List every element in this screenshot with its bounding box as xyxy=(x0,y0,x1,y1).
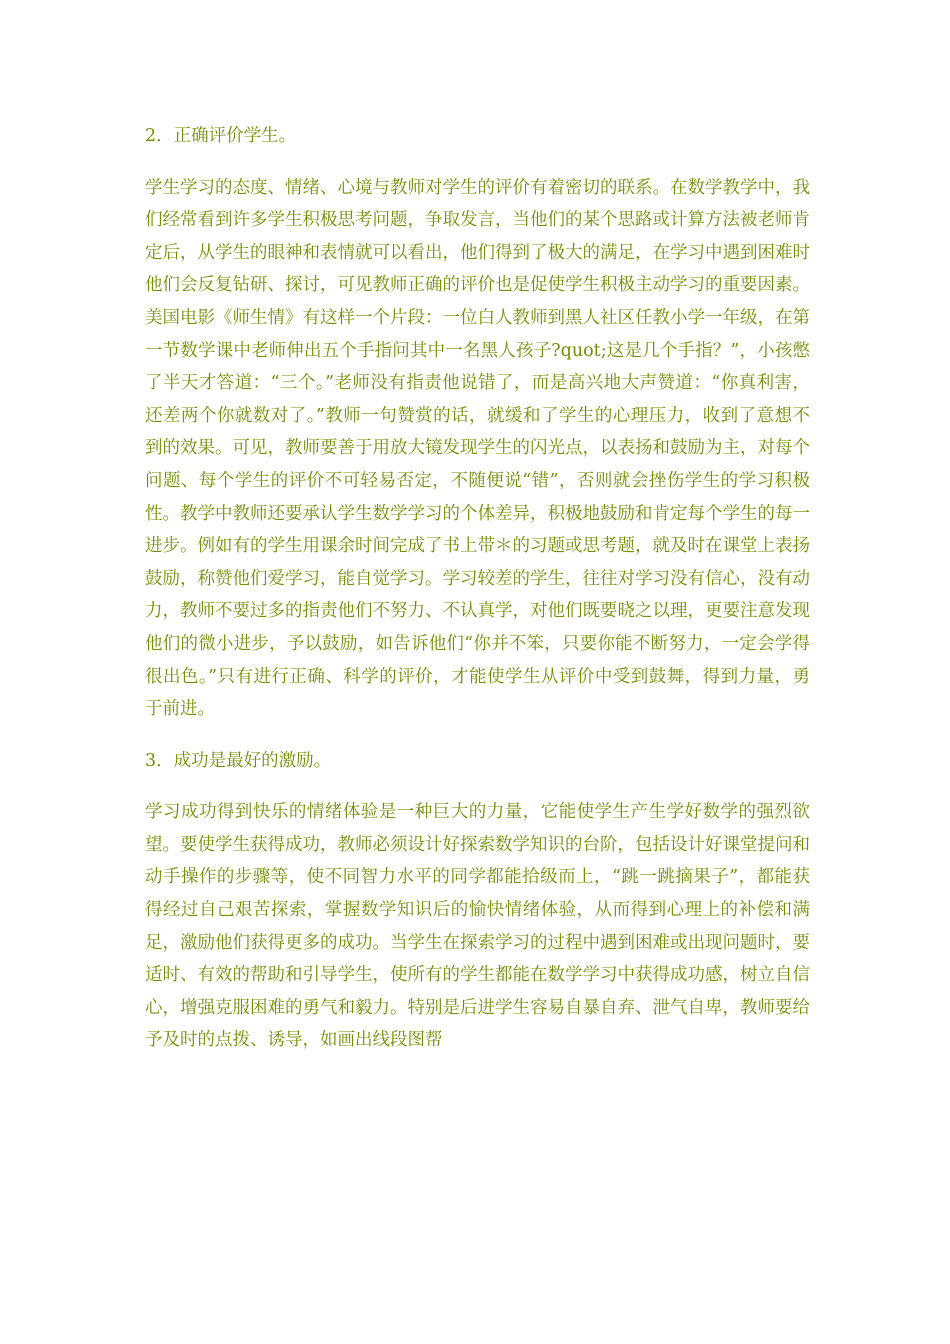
section-heading-3: 3．成功是最好的激励。 xyxy=(145,750,332,771)
section-paragraph-3: 学习成功得到快乐的情绪体验是一种巨大的力量，它能使学生产生学好数学的强烈欲望。要使学生获得成功，教师必须设计好探索数学知识的台阶，包括设计好课堂提问和动手操作的步骤等，使不同智力水平的同学都能拾级而上，“跳一跳摘果子”，都能获得经过自己艰苦探索，掌握数学知识后的愉快情绪体验，从而得到心理上的补偿和满足，激励他们获得更多的成功。当学生在探索学习的过程中遇到困难或出现问题时，要适时、有效的帮助和引导学生，使所有的学生都能在数学学习中获得成功感，树立自信心，增强克服困难的勇气和毅力。特别是后进学生容易自暴自弃、泄气自卑，教师要给予及时的点拨、诱导，如画出线段图帮 xyxy=(145,802,810,1051)
document-page xyxy=(145,120,810,1057)
section-heading-2: 2．正确评价学生。 xyxy=(145,126,297,146)
section-paragraph-2: 学生学习的态度、情绪、心境与教师对学生的评价有着密切的联系。在数学教学中，我们经常看到许多学生积极思考问题，争取发言，当他们的某个思路或计算方法被老师肯定后，从学生的眼神和表情就可以看出，他们得到了极大的满足，在学习中遇到困难时他们会反复钻研、探讨，可见教师正确的评价也是促使学生积极主动学习的重要因素。美国电影《师生情》有这样一个片段：一位白人教师到黑人社区任教小学一年级，在第一节数学课中老师伸出五个手指问其中一名黑人孩子?quot;这是几个手指？”，小孩憋了半天才答道：“三个。”老师没有指责他说错了，而是高兴地大声赞道：“你真利害，还差两个你就数对了。”教师一句赞赏的话，就缓和了学生的心理压力，收到了意想不到的效果。可见，教师要善于用放大镜发现学生的闪光点，以表扬和鼓励为主，对每个问题、每个学生的评价不可轻易否定，不随便说“错”，否则就会挫伤学生的学习积极性。教学中教师还要承认学生数学学习的个体差异，积极地鼓励和肯定每个学生的每一进步。例如有的学生用课余时间完成了书上带＊的习题或思考题，就及时在课堂上表扬鼓励，称赞他们爱学习，能自觉学习。学习较差的学生，往往对学习没有信心，没有动力，教师不要过多的指责他们不努力、不认真学，对他们既要晓之以理，更要注意发现他们的微小进步，予以鼓励，如告诉他们“你并不笨，只要你能不断努力，一定会学得很出色。”只有进行正确、科学的评价，才能使学生从评价中受到鼓舞，得到力量，勇于前进。 xyxy=(145,177,810,720)
